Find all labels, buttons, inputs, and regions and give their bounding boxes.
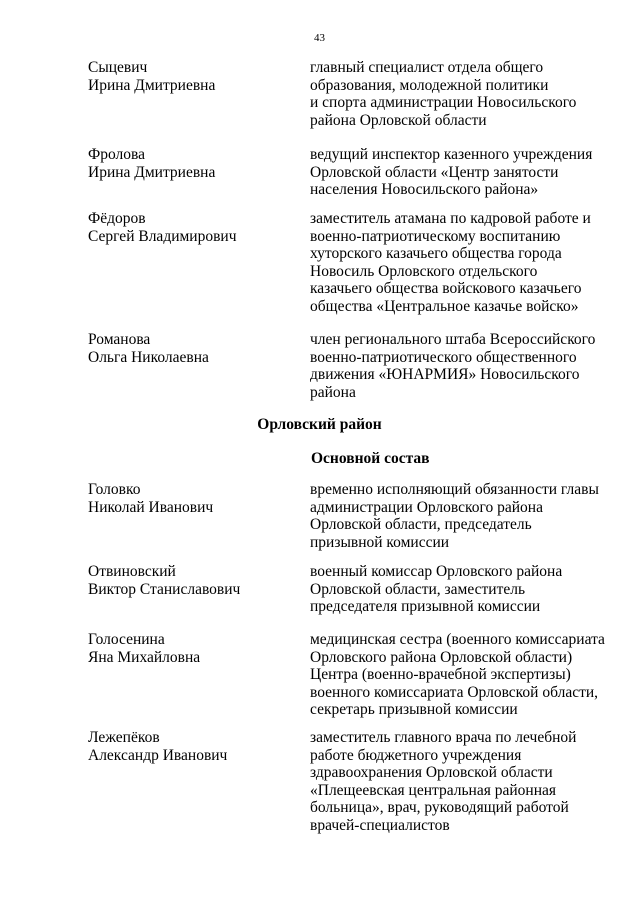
name-line: Лежепёков [88,729,160,746]
position-line: больница», врач, руководящий работой [310,799,569,816]
position-line: Центра (военно-врачебной экспертизы) [310,666,571,683]
position-line: военного комиссариата Орловской области, [310,683,599,701]
name-line: Ирина Дмитриевна [88,163,216,181]
position-line: председателя призывной комиссии [310,598,541,615]
member-name [88,481,298,516]
member-position [310,210,610,315]
page-number: 43 [314,32,325,44]
position-line: работе бюджетного учреждения [310,746,522,764]
position-line: ведущий инспектор казенного учреждения [310,146,593,163]
name-line: Николай Иванович [88,498,214,516]
position-line: Орловской области «Центр занятости [310,163,559,181]
composition-heading: Основной состав [311,450,430,467]
position-line: населения Новосильского района» [310,181,539,198]
name-line: Голосенина [88,631,165,648]
member-position [310,146,610,199]
position-line: хуторского казачьего общества города [310,245,562,262]
member-name [88,59,298,94]
position-line: призывной комиссии [310,533,450,551]
position-line: района Орловской области [310,111,487,129]
name-line: Ирина Дмитриевна [88,76,216,94]
position-line: здравоохранения Орловской области [310,764,553,781]
member-position [310,563,610,616]
name-line: Романова [88,331,151,348]
name-line: Фёдоров [88,210,146,227]
position-line: военный комиссар Орловского района [310,563,563,580]
member-name [88,331,298,366]
member-position [310,59,610,129]
member-name [88,631,298,666]
member-position [310,631,610,719]
member-position [310,729,610,834]
position-line: района [310,383,356,401]
position-line: заместитель главного врача по лечебной [310,729,577,746]
position-line: администрации Орловского района [310,498,543,516]
name-line: Фролова [88,146,146,163]
member-name [88,729,298,764]
position-line: образования, молодежной политики [310,76,549,94]
position-line: Новосиль Орловского отдельского [310,262,538,280]
position-line: военно-патриотическому воспитанию [310,227,561,245]
position-line: движения «ЮНАРМИЯ» Новосильского [310,366,580,383]
position-line: и спорта администрации Новосильского [310,94,577,111]
position-line: Орловского района Орловской области) [310,648,573,666]
member-position [310,331,610,401]
member-position [310,481,610,551]
position-line: общества «Центральное казачье войско» [310,297,579,315]
position-line: военно-патриотического общественного [310,348,577,366]
name-line: Головко [88,481,141,498]
district-heading: Орловский район [257,416,382,433]
position-line: главный специалист отдела общего [310,59,544,76]
position-line: врачей-специалистов [310,816,450,834]
position-line: секретарь призывной комиссии [310,701,518,718]
position-line: временно исполняющий обязанности главы [310,481,599,498]
member-name [88,146,298,181]
name-line: Ольга Николаевна [88,348,209,366]
position-line: казачьего общества войскового казачьего [310,280,582,297]
position-line: Орловской области, председатель [310,516,532,533]
position-line: член регионального штаба Всероссийского [310,331,596,348]
position-line: медицинская сестра (военного комиссариата [310,631,605,648]
name-line: Сергей Владимирович [88,227,237,245]
name-line: Отвиновский [88,563,176,580]
member-name [88,210,298,245]
position-line: Орловской области, заместитель [310,580,526,598]
position-line: «Плещеевская центральная районная [310,781,556,799]
name-line: Александр Иванович [88,746,228,764]
name-line: Яна Михайловна [88,648,201,666]
position-line: заместитель атамана по кадровой работе и [310,210,591,227]
name-line: Сыцевич [88,59,148,76]
member-name [88,563,298,598]
name-line: Виктор Станиславович [88,580,241,598]
